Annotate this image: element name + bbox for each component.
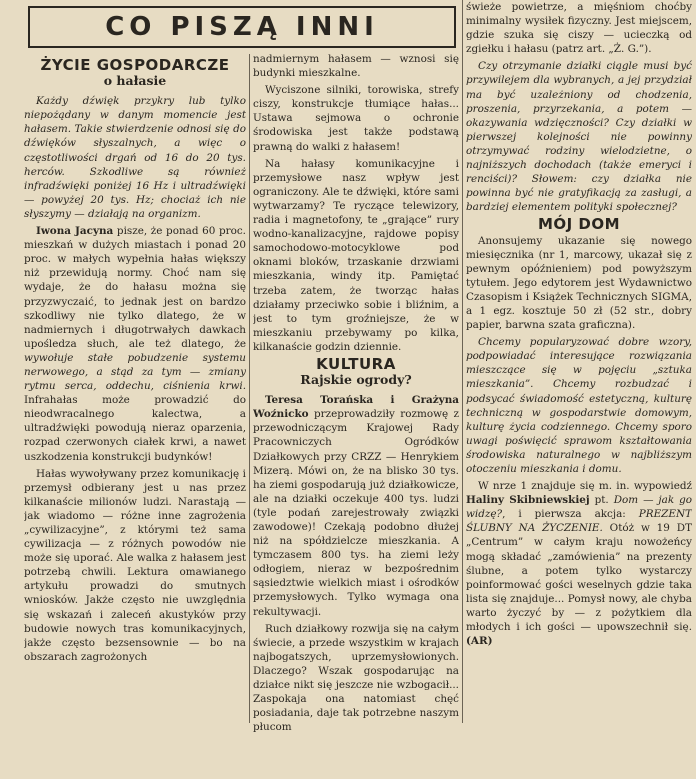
text: Otóż w 19 DT „Centrum” w całym kraju nowożeńcy mogą składać „zamówienia” na prezenty ślubne, a potem tylko wystarczy poinformować gości weselnych gdzie taka lista się znajduje... Pomysł nowy, ale chyba warto życzyć by — z pożytkiem dla młodych i ich gości — upowszechnił się. <box>466 522 692 634</box>
paragraph-italic: Czy otrzymanie działki ciągle musi być przywilejem dla wybranych, a jej przydział ma być uzależniony od chodzenia, proszenia, przyrzekania, a potem — okazywania wdzięczności? Czy działki w pierwszej kolejności nie powinny otrzymywać rodziny wielodzietne, o najniższych dochodach (także emeryci i renciści)? Słowem: czy działka nie powinna być nie gratyfikacją za zasługi, a bardziej elementem polityki społecznej? <box>466 60 692 214</box>
text: W nrze 1 znajduje się m. in. wypowiedź <box>478 480 692 493</box>
section-title: KULTURA <box>316 354 396 373</box>
text: pisze, że ponad 60 proc. mieszkań w dużych miastach i ponad 20 proc. w małych wypełnia hałas większy niż przewidują normy. Choć nam się wydaje, że do hałasu można się przyzwyczaić, to jednak jest on bardzo szkodliwy nie tylko dlatego, że w nadmiernych i długotrwałych dawkach upośledza słuch, ale też dlatego, że <box>24 225 246 350</box>
paragraph <box>466 479 692 648</box>
column-divider <box>462 0 463 723</box>
article-lead: Każdy dźwięk przykry lub tylko niepożądany w danym momencie jest hałasem. Takie stwierdzenie odnosi się do dźwięków słyszalnych, a więc o częstotliwości drgań od 16 do 20 tys. herców. Szkodliwe są również infradźwięki poniżej 16 Hz i ultradźwięki — powyżej 20 tys. Hz; chociaż ich nie słyszymy — działają na organizm. <box>24 95 246 220</box>
paragraph-italic: Chcemy popularyzować dobre wzory, podpowiadać interesujące rozwiązania mieszczące się w pojęciu „sztuka mieszkania”. Chcemy rozbudzać i podsycać świadomość estetyczną, kulturę techniczną w gospodarstwie domowym, kulturę życia codziennego. Chcemy sporo uwagi poświęcić sprawom kształtowania środowiska naturalnego w najbliższym otoczeniu mieszkania i domu. <box>466 336 692 475</box>
paragraph: Ruch działkowy rozwija się na całym świecie, a przede wszystkim w krajach najbogatszych, uprzemysłowionych. Dlaczego? Wszak gospodarując na działce nikt się jeszcze nie wzbogacił... Zaspokaja ona natomiast chęć posiadania, daje tak potrzebne naszym płucom <box>253 622 459 734</box>
paragraph <box>253 393 459 619</box>
paragraph: Hałas wywoływany przez komunikację i przemysł odbierany jest u nas przez kilkanaście milionów ludzi. Narastają — jak wiadomo — różne inne zagrożenia „cywilizacyjne”, z którymi też sama cywilizacja — z różnych powodów nie może się uporać. Ale walka z hałasem jest potrzebą chwili. Lektura omawianego artykułu prowadzi do smutnych wniosków. Jakże często nie uwzględnia się wskazań i zaleceń akustyków przy budowie nowych tras komunikacyjnych, jakże często bezsensownie — bo na obszarach zagrożonych <box>24 467 246 663</box>
article-column-1 <box>24 56 246 779</box>
text: Infrahałas może prowadzić do nieodwracalnego kalectwa, a ultradźwięki powodują nieraz oparzenia, rozpad czerwonych ciałek krwi, a nawet uszkodzenia konstrukcji budynków! <box>24 394 246 463</box>
column-divider <box>249 54 250 723</box>
text: pt. <box>589 494 614 507</box>
text: , i pierwsza akcja: <box>502 508 639 521</box>
article-column-3 <box>466 0 692 723</box>
signature: (AR) <box>466 635 493 648</box>
paragraph: Anonsujemy ukazanie się nowego miesięcznika (nr 1, marcowy, ukazał się z pewnym opóźnieniem) pod powyższym tytułem. Jego edytorem jest Wydawnictwo Czasopism i Książek Technicznych SIGMA, a 1 egz. kosztuje 50 zł (52 str., dobry papier, barwna szata graficzna). <box>466 234 692 332</box>
article-column-2 <box>253 52 459 775</box>
source-title: ŻYCIE GOSPODARCZE <box>40 56 230 74</box>
text-emphasis: Dom — jak go widzę? <box>466 494 692 521</box>
paragraph: Na hałasy komunikacyjne i przemysłowe nasz wpływ jest ograniczony. Ale te dźwięki, które sami wytwarzamy? Te ryczące telewizory, radia i magnetofony, te „grające” rury wodno-kanalizacyjne, rajdowe popisy samochodowo-motocyklowe pod oknami bloków, trzaskanie drzwiami mieszkania, windy itp. Pamiętać trzeba zatem, że tworząc hałas działamy przeciwko sobie i bliźnim, a jest to tym groźniejsze, że w mieszkaniu przebywamy po kilka, kilkanaście godzin dziennie. <box>253 157 459 353</box>
author-name: Teresa Torańska i Grażyna Woźnicko <box>253 394 459 421</box>
paragraph: Wyciszone silniki, torowiska, strefy ciszy, konstrukcje tłumiące hałas... Ustawa sejmowa o ochronie środowiska jest także podstawą prawną do walki z hałasem! <box>253 84 459 153</box>
author-name: Iwona Jacyna <box>36 225 114 238</box>
paragraph: świeże powietrze, a mięśniom choćby minimalny wysiłek fizyczny. Jest miejscem, gdzie szuka się ciszy — ucieczką od zgiełku i hałasu (patrz art. „Ż. G.”). <box>466 1 692 56</box>
article-headline: o hałasie <box>103 73 167 89</box>
text: przeprowadziły rozmowę z przewodniczącym Krajowej Rady Pracowniczych Ogródków Działkowych przy CRZZ — Henrykiem Mizerą. Mówi on, że na blisko 30 tys. ha ziemi gospodarują już działkowicze, ale na działki oczekuje 400 tys. ludzi (tyle podań zarejestrowały związki zawodowe)! Czekają podobno dłużej niż na spółdzielcze mieszkania. A tymczasem 800 tys. ha ziemi leży odłogiem, nieraz w bezpośrednim sąsiedztwie wielkich miast i ośrodków przemysłowych. Tylko wymaga ona rekultywacji. <box>253 408 459 618</box>
column-masthead: CO PISZĄ INNI <box>28 6 456 48</box>
paragraph: nadmiernym hałasem — wznosi się budynki mieszkalne. <box>253 53 459 80</box>
article-headline: Rajskie ogrody? <box>300 372 412 388</box>
section-title: MÓJ DOM <box>537 215 621 234</box>
person-name: Haliny Skibniewskiej <box>466 494 590 507</box>
paragraph <box>24 224 246 464</box>
text-emphasis: wywołuje stałe pobudzenie systemu nerwowego, a stąd za tym — zmiany rytmu serca, oddechu, ciśnienia krwi. <box>24 351 246 393</box>
text-emphasis: PREZENT ŚLUBNY NA ŻYCZENIE. <box>466 508 692 535</box>
